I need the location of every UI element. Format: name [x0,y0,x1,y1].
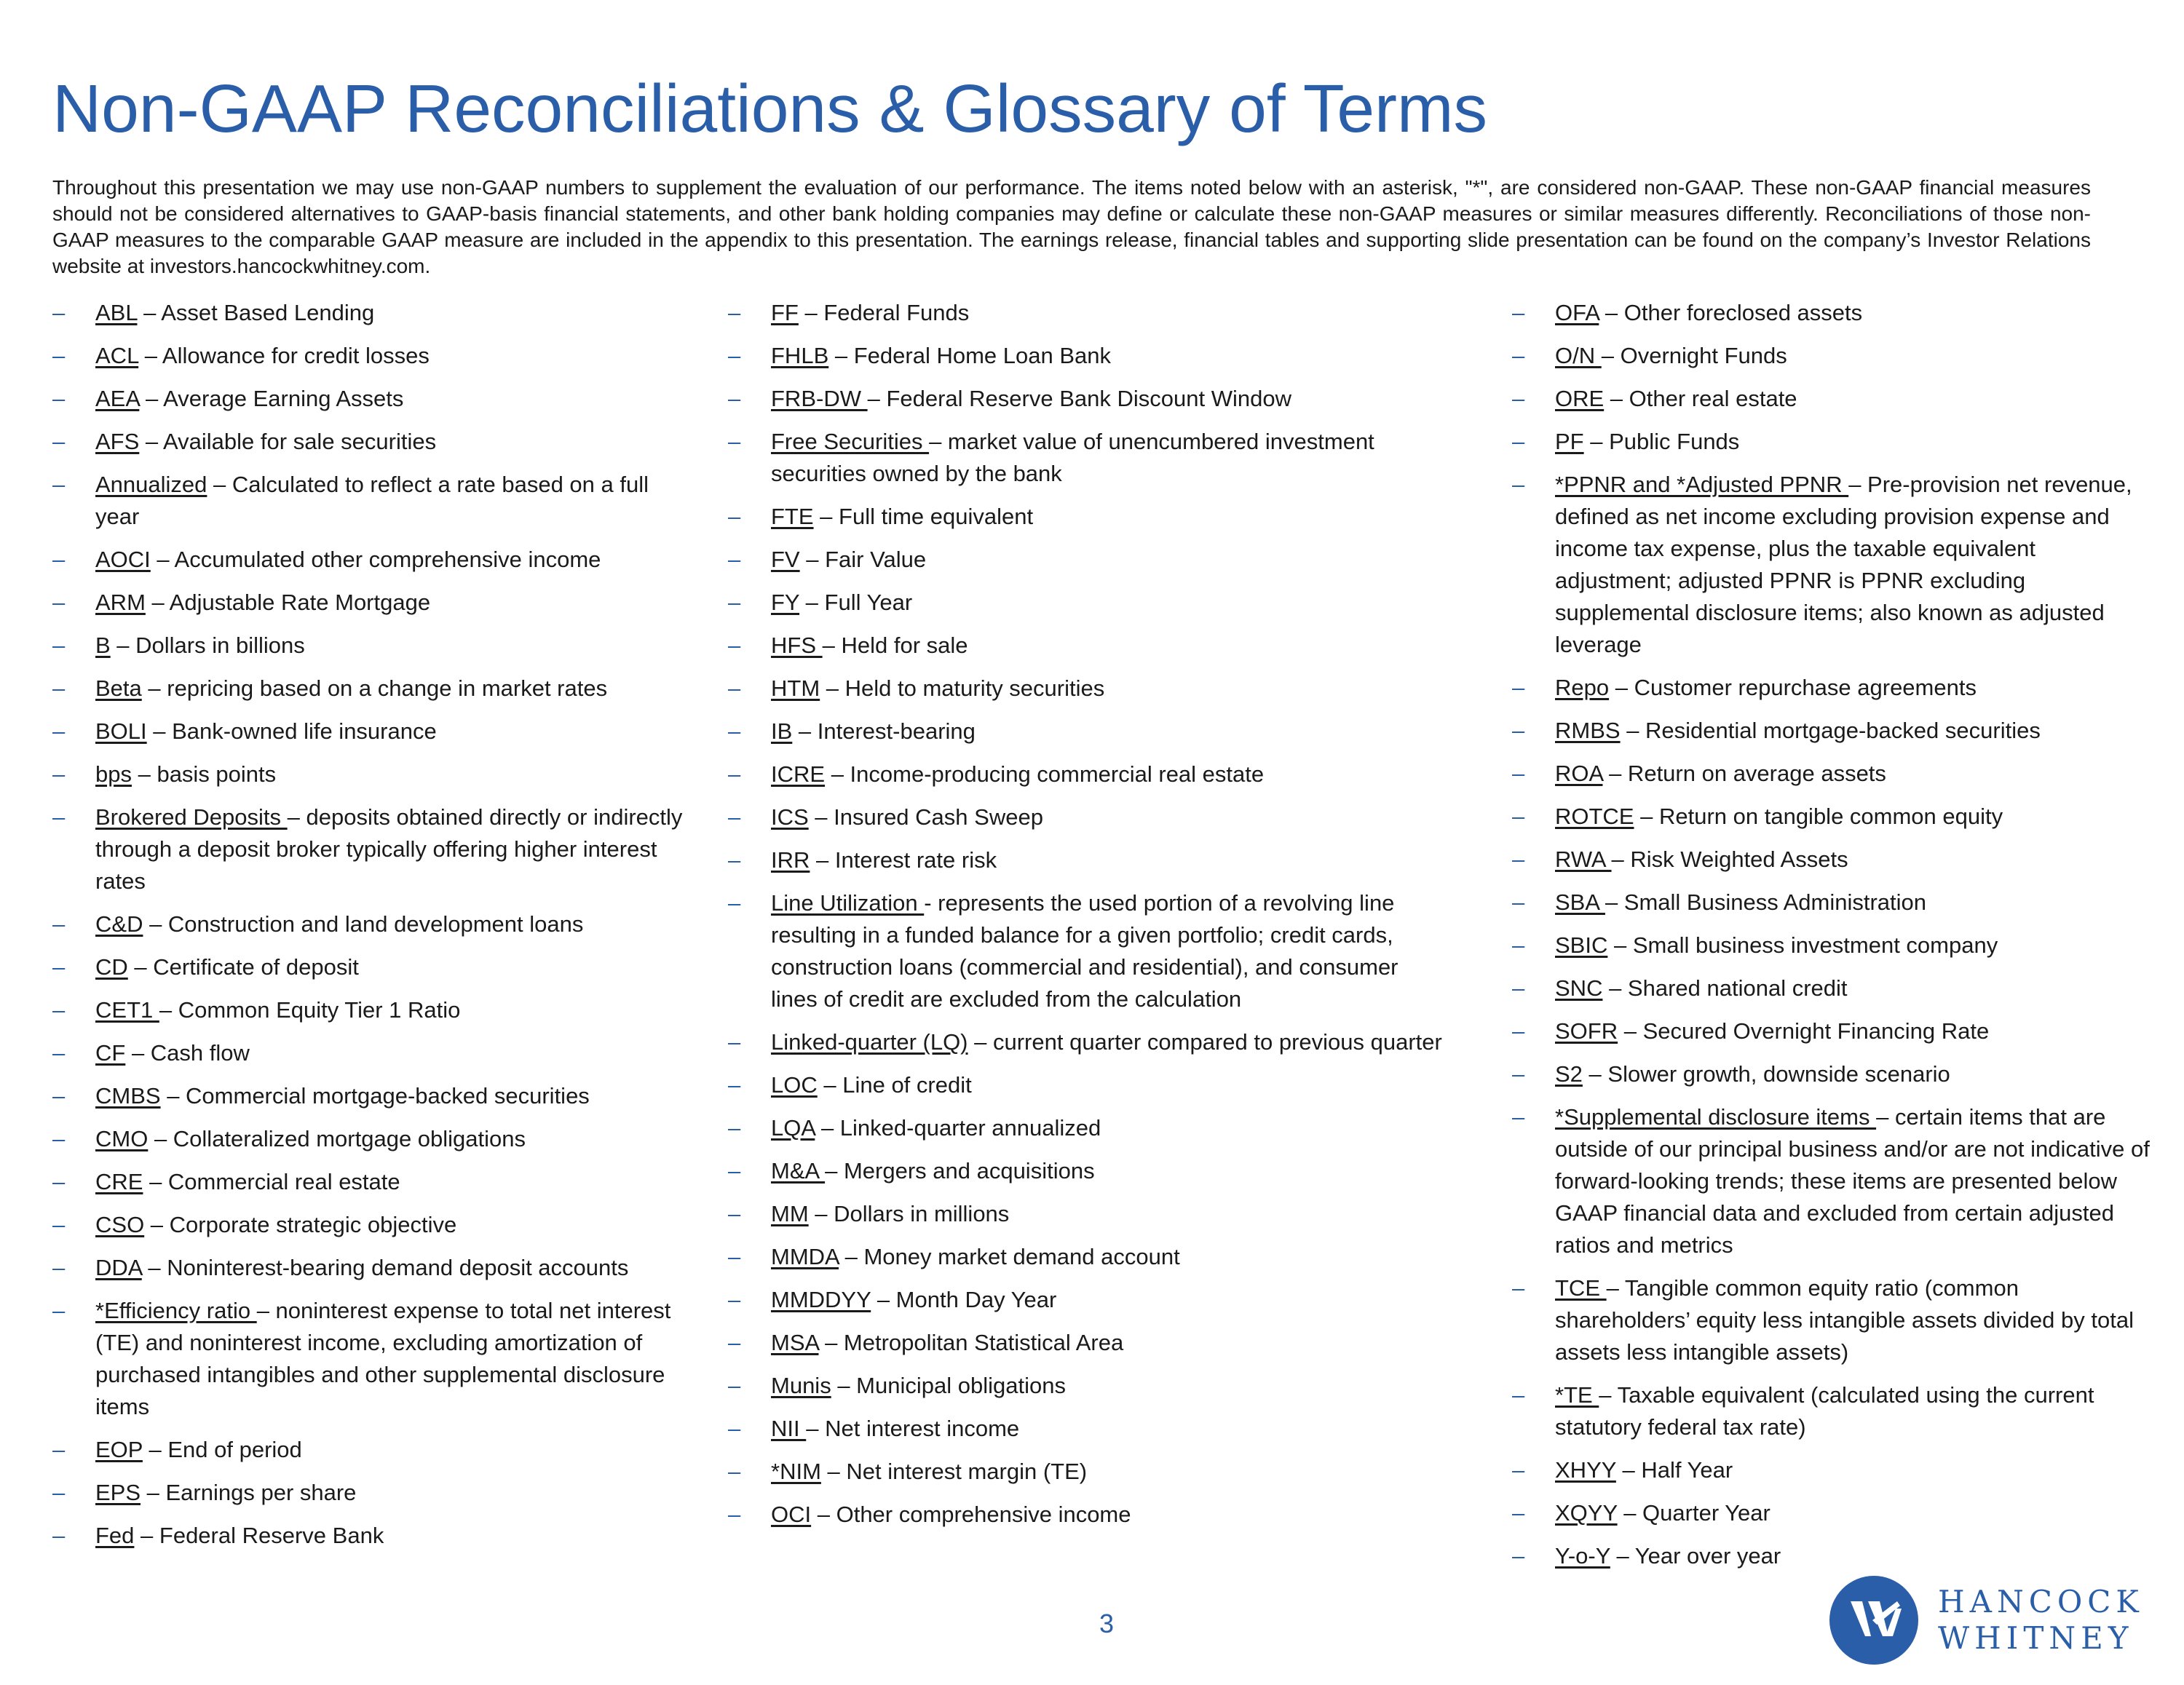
glossary-term: B [95,633,111,658]
bullet-dash: – [1512,761,1525,786]
bullet-dash: – [728,1244,741,1269]
glossary-definition: – Linked-quarter annualized [815,1115,1101,1141]
glossary-term: MMDA [771,1244,839,1269]
glossary-term: CSO [95,1212,145,1237]
glossary-definition: – repricing based on a change in market rates [141,675,608,701]
bullet-dash: – [1512,386,1525,411]
glossary-definition: – Adjustable Rate Mortgage [145,590,431,615]
glossary-item [1512,1058,2153,1090]
glossary-term: XHYY [1555,1457,1616,1483]
glossary-term: NII [771,1416,807,1441]
glossary-definition: – Line of credit [817,1072,972,1098]
glossary-definition: – Federal Reserve Bank [134,1523,384,1548]
glossary-item [52,1037,693,1069]
glossary-definition: – Interest rate risk [810,847,997,873]
glossary-item [1512,1101,2153,1261]
glossary-definition: – Shared national credit [1602,975,1848,1001]
intro-paragraph: Throughout this presentation we may use non-GAAP numbers to supplement the evaluation of our performance. The items noted below with an asterisk, "*", are considered non-GAAP. These non-GAAP financial measures should not be considered alternatives to GAAP-basis financial statements, and other bank holding companies may define or calculate these non-GAAP measures or similar measures differently. Reconciliations of those non-GAAP measures to the comparable GAAP measure are included in the appendix to this presentation. The earnings release, financial tables and supporting slide presentation can be found on the company’s Investor Relations website at investors.hancockwhitney.com. [52,176,2091,277]
bullet-dash: – [52,633,66,658]
glossary-term: CET1 [95,997,159,1023]
glossary-term: EPS [95,1480,141,1505]
bullet-dash: – [52,1212,66,1237]
glossary-item [1512,715,2153,747]
bullet-dash: – [1512,675,1525,700]
bullet-dash: – [728,504,741,529]
bullet-dash: – [52,1040,66,1066]
glossary-term: IB [771,718,793,744]
glossary-item [52,297,693,329]
glossary-definition: – Net interest income [806,1416,1020,1441]
glossary-term: SOFR [1555,1018,1618,1044]
glossary-item [1512,972,2153,1004]
glossary-term: LOC [771,1072,818,1098]
glossary-definition: – Cash flow [125,1040,250,1066]
bullet-dash: – [52,1083,66,1109]
bullet-dash: – [52,761,66,787]
glossary-item [52,1252,693,1284]
glossary-definition: – Residential mortgage-backed securities [1620,718,2041,743]
glossary-term: PF [1555,429,1584,454]
glossary-term: S2 [1555,1061,1583,1087]
glossary-column-2 [728,297,1449,1542]
bullet-dash: – [728,1072,741,1098]
glossary-term: Fed [95,1523,135,1548]
glossary-item [52,469,693,533]
glossary-definition: – Half Year [1615,1457,1733,1483]
bullet-dash: – [728,633,741,658]
bullet-dash: – [728,590,741,615]
glossary-definition: – Mergers and acquisitions [825,1158,1095,1184]
glossary-definition: – market value of unencumbered investment securities owned by the bank [771,429,1374,486]
glossary-term: ACL [95,343,139,368]
glossary-definition: – Dollars in millions [808,1201,1010,1226]
glossary-column-1 [52,297,693,1563]
glossary-term: CRE [95,1169,143,1194]
glossary-term: FHLB [771,343,829,368]
glossary-definition: – basis points [131,761,277,787]
glossary-item [728,1155,1449,1187]
glossary-item [728,1284,1449,1316]
glossary-item [728,630,1449,662]
glossary-definition: – Return on average assets [1602,761,1886,786]
bullet-dash: – [728,1115,741,1141]
bullet-dash: – [728,1287,741,1312]
glossary-definition: – noninterest expense to total net interest (TE) and noninterest income, excluding amortization of purchased intangibles and other supplemental disclosure items [95,1298,671,1419]
bullet-dash: – [52,675,66,701]
glossary-item [728,383,1449,415]
bullet-dash: – [1512,1104,1525,1130]
bullet-dash: – [728,761,741,787]
glossary-term: FTE [771,504,814,529]
glossary-definition: – Income-producing commercial real estate [825,761,1265,787]
glossary-item [52,544,693,576]
glossary-item [52,587,693,619]
glossary-term: MM [771,1201,809,1226]
glossary-item [728,1370,1449,1402]
glossary-definition: – End of period [142,1437,302,1462]
glossary-item [728,544,1449,576]
glossary-definition: – Municipal obligations [831,1373,1066,1398]
glossary-term: Linked-quarter (LQ) [771,1029,968,1055]
bullet-dash: – [1512,429,1525,454]
glossary-term: LQA [771,1115,815,1141]
bullet-dash: – [728,386,741,411]
bullet-dash: – [1512,847,1525,872]
glossary-term: *Supplemental disclosure items [1555,1104,1877,1130]
bullet-dash: – [1512,1457,1525,1483]
glossary-term: CMBS [95,1083,161,1109]
glossary-definition: – Corporate strategic objective [144,1212,457,1237]
glossary-definition: – Construction and land development loans [143,911,584,937]
glossary-definition: – Held for sale [822,633,968,658]
glossary-definition: – Federal Reserve Bank Discount Window [867,386,1291,411]
glossary-definition: – Other comprehensive income [811,1502,1131,1527]
glossary-item [728,1026,1449,1058]
glossary-term: MMDDYY [771,1287,871,1312]
bullet-dash: – [1512,1018,1525,1044]
glossary-definition: – deposits obtained directly or indirectly through a deposit broker typically offering higher interest rates [95,804,683,894]
glossary-term: HFS [771,633,823,658]
glossary-definition: – current quarter compared to previous quarter [968,1029,1442,1055]
glossary-definition: – Federal Home Loan Bank [828,343,1111,368]
glossary-item [52,630,693,662]
glossary-term: OFA [1555,300,1599,325]
hancock-whitney-hw-logo-icon [1829,1575,1919,1665]
bullet-dash: – [728,547,741,572]
glossary-item [1512,801,2153,833]
glossary-item [728,844,1449,876]
glossary-term: FV [771,547,800,572]
glossary-item [728,587,1449,619]
bullet-dash: – [52,1255,66,1280]
glossary-term: XQYY [1555,1500,1618,1526]
glossary-item [52,801,693,897]
glossary-definition: – Commercial mortgage-backed securities [160,1083,590,1109]
glossary-definition: – Interest-bearing [792,718,976,744]
page-number: 3 [1099,1609,1115,1638]
glossary-item [1512,469,2153,661]
glossary-term: Repo [1555,675,1610,700]
bullet-dash: – [52,343,66,368]
glossary-item [728,1198,1449,1230]
glossary-definition: – Customer repurchase agreements [1609,675,1977,700]
glossary-term: ROA [1555,761,1603,786]
glossary-term: Y-o-Y [1555,1543,1610,1569]
glossary-item [52,1434,693,1466]
bullet-dash: – [1512,1543,1525,1569]
bullet-dash: – [728,343,741,368]
glossary-definition: – Allowance for credit losses [138,343,430,368]
glossary-term: HTM [771,675,820,701]
glossary-definition: – Secured Overnight Financing Rate [1618,1018,1990,1044]
glossary-definition: – Average Earning Assets [139,386,404,411]
glossary-definition: – Common Equity Tier 1 Ratio [159,997,461,1023]
glossary-term: TCE [1555,1275,1607,1301]
bullet-dash: – [728,718,741,744]
glossary-term: ARM [95,590,146,615]
glossary-item [728,1241,1449,1273]
bullet-dash: – [1512,472,1525,497]
glossary-item [52,715,693,748]
glossary-item [728,801,1449,833]
glossary-definition: – Insured Cash Sweep [808,804,1043,830]
glossary-item [728,758,1449,790]
bullet-dash: – [728,847,741,873]
glossary-item [52,1520,693,1552]
bullet-dash: – [1512,718,1525,743]
glossary-term: FY [771,590,800,615]
bullet-dash: – [728,1158,741,1184]
glossary-term: Munis [771,1373,831,1398]
glossary-item [1512,340,2153,372]
glossary-term: ABL [95,300,138,325]
bullet-dash: – [1512,932,1525,958]
glossary-definition: – Money market demand account [839,1244,1180,1269]
bullet-dash: – [1512,1275,1525,1301]
bullet-dash: – [728,890,741,916]
bullet-dash: – [52,386,66,411]
glossary-definition: – certain items that are outside of our principal business and/or are not indicative of forward-looking trends; these items are presented below GAAP financial data and excluded from certain adjusted ratios and metrics [1555,1104,2150,1258]
glossary-item [52,994,693,1026]
bullet-dash: – [52,1437,66,1462]
glossary-definition: – Slower growth, downside scenario [1582,1061,1950,1087]
glossary-term: M&A [771,1158,826,1184]
bullet-dash: – [1512,1382,1525,1408]
bullet-dash: – [52,1298,66,1323]
glossary-term: Annualized [95,472,207,497]
glossary-term: *NIM [771,1459,821,1484]
glossary-definition: – Noninterest-bearing demand deposit accounts [141,1255,629,1280]
glossary-definition: – Other foreclosed assets [1599,300,1863,325]
glossary-item [728,1112,1449,1144]
page-title: Non-GAAP Reconciliations & Glossary of Terms [52,71,1487,146]
glossary-item [728,1499,1449,1531]
glossary-term: RWA [1555,847,1612,872]
glossary-item [1512,844,2153,876]
glossary-item [52,908,693,940]
bullet-dash: – [728,1502,741,1527]
glossary-item [52,1123,693,1155]
glossary-item [1512,1379,2153,1443]
glossary-definition: – Risk Weighted Assets [1611,847,1848,872]
glossary-item [728,1069,1449,1101]
bullet-dash: – [728,1330,741,1355]
glossary-item [52,1080,693,1112]
bullet-dash: – [52,804,66,830]
glossary-definition: – Pre-provision net revenue, defined as net income excluding provision expense and income tax expense, plus the taxable equivalent adjustment; adjusted PPNR is PPNR excluding supplemental disclosure items; also known as adjusted leverage [1555,472,2132,657]
glossary-item [728,1327,1449,1359]
glossary-term: IRR [771,847,810,873]
glossary-definition: – Month Day Year [871,1287,1057,1312]
glossary-definition: – Available for sale securities [139,429,437,454]
glossary-term: ICRE [771,761,826,787]
bullet-dash: – [52,472,66,497]
glossary-item [728,426,1449,490]
glossary-item [52,340,693,372]
glossary-term: SBIC [1555,932,1608,958]
glossary-item [1512,1497,2153,1529]
glossary-definition: – Accumulated other comprehensive income [150,547,601,572]
glossary-item [1512,887,2153,919]
glossary-item [52,1477,693,1509]
bullet-dash: – [728,675,741,701]
glossary-item [52,1295,693,1423]
glossary-item [52,758,693,790]
glossary-definition: – Asset Based Lending [137,300,375,325]
glossary-definition: – Return on tangible common equity [1634,804,2003,829]
glossary-item [728,297,1449,329]
bullet-dash: – [1512,343,1525,368]
bullet-dash: – [52,429,66,454]
glossary-term: *Efficiency ratio [95,1298,257,1323]
bullet-dash: – [728,429,741,454]
glossary-definition: – Metropolitan Statistical Area [818,1330,1124,1355]
glossary-definition: – Quarter Year [1617,1500,1770,1526]
glossary-item [52,951,693,983]
glossary-definition: – Public Funds [1583,429,1740,454]
glossary-term: SBA [1555,889,1605,915]
bullet-dash: – [728,804,741,830]
bullet-dash: – [728,1373,741,1398]
glossary-term: BOLI [95,718,147,744]
glossary-definition: – Full Year [799,590,913,615]
glossary-term: FRB-DW [771,386,868,411]
glossary-term: ROTCE [1555,804,1634,829]
bullet-dash: – [52,1480,66,1505]
bullet-dash: – [52,1126,66,1151]
bullet-dash: – [52,997,66,1023]
glossary-item [1512,1454,2153,1486]
glossary-term: MSA [771,1330,819,1355]
bullet-dash: – [1512,1061,1525,1087]
glossary-definition: – Full time equivalent [813,504,1034,529]
glossary-term: OCI [771,1502,812,1527]
glossary-definition: – Collateralized mortgage obligations [148,1126,526,1151]
glossary-item [52,1166,693,1198]
glossary-term: Brokered Deposits [95,804,288,830]
glossary-item [52,1209,693,1241]
glossary-item [728,715,1449,748]
glossary-item [1512,1272,2153,1368]
glossary-term: CMO [95,1126,149,1151]
glossary-item [1512,1015,2153,1047]
glossary-item [1512,1540,2153,1572]
glossary-item [728,1456,1449,1488]
glossary-item [1512,383,2153,415]
glossary-definition: – Small Business Administration [1605,889,1927,915]
glossary-item [1512,929,2153,962]
glossary-definition: – Calculated to reflect a rate based on a full year [95,472,649,529]
glossary-definition: – Bank-owned life insurance [146,718,437,744]
glossary-item [52,673,693,705]
glossary-column-3 [1512,297,2153,1583]
glossary-definition: – Net interest margin (TE) [820,1459,1088,1484]
logo-line-1: HANCOCK [1938,1584,2144,1619]
glossary-definition: – Federal Funds [798,300,970,325]
glossary-term: O/N [1555,343,1602,368]
bullet-dash: – [52,718,66,744]
glossary-definition: – Dollars in billions [110,633,305,658]
glossary-term: Beta [95,675,142,701]
glossary-item [1512,758,2153,790]
bullet-dash: – [728,1416,741,1441]
glossary-definition: – Earnings per share [141,1480,357,1505]
glossary-term: CF [95,1040,126,1066]
glossary-term: ORE [1555,386,1605,411]
glossary-definition: – Held to maturity securities [820,675,1105,701]
bullet-dash: – [1512,300,1525,325]
bullet-dash: – [52,547,66,572]
glossary-item [728,887,1449,1015]
bullet-dash: – [728,1201,741,1226]
glossary-definition: – Tangible common equity ratio (common shareholders’ equity less intangible assets divided by total assets less intangible assets) [1555,1275,2134,1365]
glossary-item [52,426,693,458]
bullet-dash: – [1512,804,1525,829]
bullet-dash: – [1512,1500,1525,1526]
bullet-dash: – [728,1459,741,1484]
glossary-term: C&D [95,911,143,937]
glossary-item [728,340,1449,372]
glossary-definition: – Taxable equivalent (calculated using the current statutory federal tax rate) [1555,1382,2094,1440]
bullet-dash: – [52,911,66,937]
glossary-item [728,673,1449,705]
glossary-item [1512,297,2153,329]
bullet-dash: – [52,954,66,980]
glossary-term: Free Securities [771,429,930,454]
glossary-item [1512,426,2153,458]
glossary-term: FF [771,300,799,325]
glossary-term: CD [95,954,128,980]
glossary-term: EOP [95,1437,143,1462]
glossary-definition: – Other real estate [1604,386,1797,411]
bullet-dash: – [1512,975,1525,1001]
glossary-definition: – Commercial real estate [143,1169,400,1194]
glossary-term: AFS [95,429,140,454]
bullet-dash: – [52,590,66,615]
glossary-item [728,1413,1449,1445]
bullet-dash: – [728,300,741,325]
glossary-term: *TE [1555,1382,1599,1408]
bullet-dash: – [52,1523,66,1548]
company-logo [1829,1575,2149,1667]
bullet-dash: – [52,300,66,325]
glossary-term: SNC [1555,975,1603,1001]
glossary-term: AEA [95,386,140,411]
glossary-definition: – Certificate of deposit [127,954,359,980]
bullet-dash: – [52,1169,66,1194]
glossary-term: AOCI [95,547,151,572]
glossary-term: DDA [95,1255,142,1280]
logo-wordmark [1938,1584,2144,1657]
glossary-item [728,501,1449,533]
glossary-term: RMBS [1555,718,1621,743]
glossary-definition: – Overnight Funds [1601,343,1787,368]
glossary-term: Line Utilization [771,890,925,916]
logo-line-2: WHITNEY [1938,1620,2134,1656]
glossary-term: *PPNR and *Adjusted PPNR [1555,472,1849,497]
glossary-definition: – Year over year [1610,1543,1781,1569]
glossary-definition: – Fair Value [799,547,927,572]
glossary-term: ICS [771,804,809,830]
bullet-dash: – [728,1029,741,1055]
glossary-definition: - represents the used portion of a revolving line resulting in a funded balance for a given portfolio; credit cards, construction loans (commercial and residential), and consumer lines of credit are excluded from the calculation [771,890,1398,1012]
glossary-item [52,383,693,415]
glossary-definition: – Small business investment company [1607,932,1998,958]
glossary-item [1512,672,2153,704]
glossary-term: bps [95,761,132,787]
bullet-dash: – [1512,889,1525,915]
